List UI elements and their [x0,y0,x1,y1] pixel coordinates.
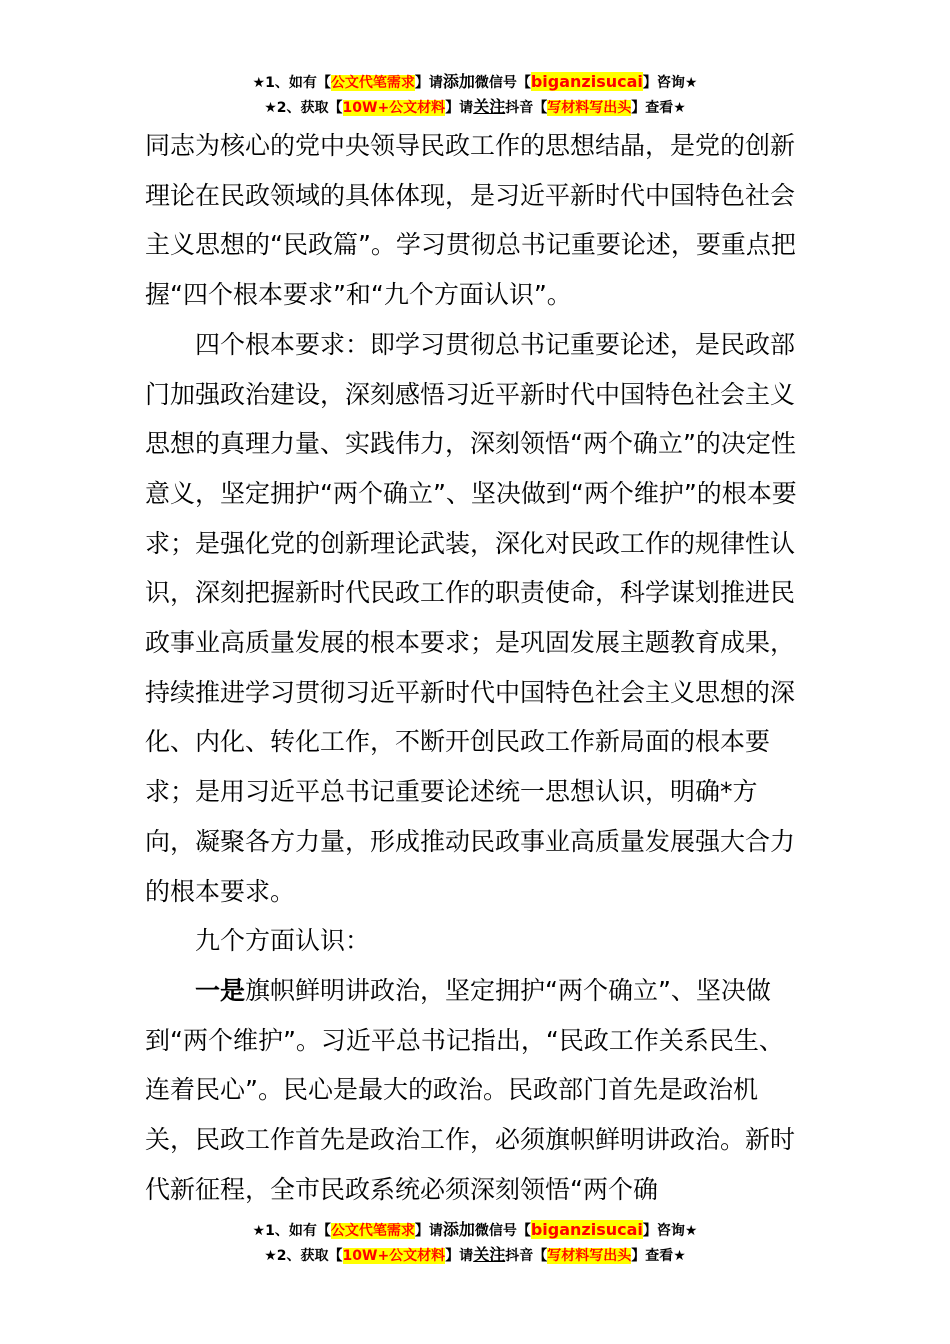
promo-line-1: ★1、如有【公文代笔需求】请添加微信号【biganzisucai】咨询★ [252,72,698,91]
highlight-douyin-bottom: 写材料写出头 [547,1248,632,1264]
highlight-materials: 10W+公文材料 [342,100,446,116]
highlight-ghostwriting-bottom: 公文代笔需求 [330,1223,415,1239]
paragraph-3: 九个方面认识： [195,926,371,956]
paragraph-2: 四个根本要求：即学习贯彻总书记重要论述，是民政部门加强政治建设，深刻感悟习近平新时代中国特色社会主义思想的真理力量、实践伟力，深刻领悟“两个确立”的决定性意义，坚定拥护“两个确立”、坚决做到“两个维护”的根本要求；是强化党的创新理论武装，深化对民政工作的规律性认识，深刻把握新时代民政工作的职责使命，科学谋划推进民政事业高质量发展的根本要求；是巩固发展主题教育成果，持续推进学习贯彻习近平新时代中国特色社会主义思想的深化、内化、转化工作，不断开创民政工作新局面的根本要求；是用习近平总书记重要论述统一思想认识，明确*方向，凝聚各方力量，形成推动民政事业高质量发展强大合力的根本要求。 [145,329,797,906]
highlight-douyin: 写材料写出头 [547,100,632,116]
promo-line-1-bottom: ★1、如有【公文代笔需求】请添加微信号【biganzisucai】咨询★ [252,1220,698,1239]
bottom-promo-banner [0,1218,950,1268]
highlight-materials-bottom: 10W+公文材料 [342,1248,446,1264]
paragraph-1: 同志为核心的党中央领导民政工作的思想结晶，是党的创新理论在民政领域的具体体现，是习近平新时代中国特色社会主义思想的“民政篇”。学习贯彻总书记重要论述，要重点把握“四个根本要求”和“九个方面认识”。 [145,131,796,310]
highlight-wechat-id: biganzisucai [530,72,643,91]
highlight-ghostwriting: 公文代笔需求 [330,75,415,91]
document-body [145,121,805,1214]
paragraph-4-text: 旗帜鲜明讲政治，坚定拥护“两个确立”、坚决做到“两个维护”。习近平总书记指出，“民政工作关系民生、连着民心”。民心是最大的政治。民政部门首先是政治机关，民政工作首先是政治工作，必须旗帜鲜明讲政治。新时代新征程，全市民政系统必须深刻领悟“两个确 [145,975,796,1204]
promo-line-2: ★2、获取【10W+公文材料】请关注抖音【写材料写出头】查看★ [264,97,686,116]
paragraph-4-lead: 一是 [195,975,246,1005]
paragraph-4 [145,966,805,1215]
promo-line-2-bottom: ★2、获取【10W+公文材料】请关注抖音【写材料写出头】查看★ [264,1245,686,1264]
top-promo-banner [0,70,950,120]
highlight-wechat-id-bottom: biganzisucai [530,1220,643,1239]
